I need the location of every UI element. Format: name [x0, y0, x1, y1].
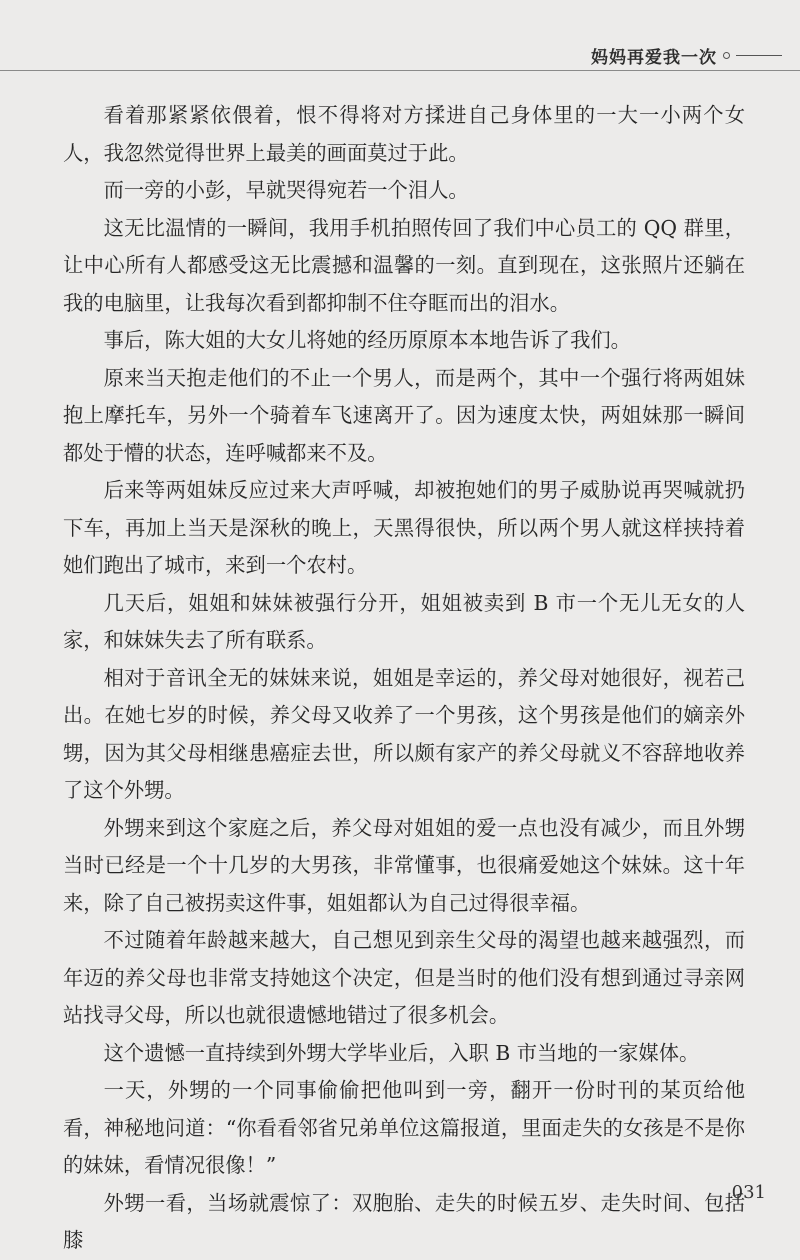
page-number: 031 — [731, 1182, 766, 1203]
paragraph-8: 相对于音讯全无的妹妹来说，姐姐是幸运的，养父母对她很好，视若己出。在她七岁的时候，养父母又收养了一个男孩，这个男孩是他们的嫡亲外甥，因为其父母相继患癌症去世，所以颇有家产的养父母就义不容辞地收养了这个外甥。 — [63, 665, 745, 802]
paragraph-7: 几天后，姐姐和妹妹被强行分开，姐姐被卖到 B 市一个无儿无女的人家，和妹妹失去了所有联系。 — [63, 590, 745, 652]
paragraph-11: 这个遗憾一直持续到外甥大学毕业后，入职 B 市当地的一家媒体。 — [103, 1040, 700, 1065]
paragraph-13: 外甥一看，当场就震惊了：双胞胎、走失的时候五岁、走失时间、包括膝 — [63, 1190, 745, 1252]
paragraph-4: 事后，陈大姐的大女儿将她的经历原原本本地告诉了我们。 — [103, 328, 631, 352]
body-text — [63, 97, 745, 1260]
header-rule — [0, 70, 800, 71]
paragraph-12: 一天，外甥的一个同事偷偷把他叫到一旁，翻开一份时刊的某页给他看，神秘地问道：“你看看邻省兄弟单位这篇报道，里面走失的女孩是不是你的妹妹，看情况很像！” — [63, 1078, 745, 1177]
running-header — [591, 43, 782, 68]
paragraph-2: 而一旁的小彭，早就哭得宛若一个泪人。 — [103, 178, 469, 202]
running-header-title: 妈妈再爱我一次 — [591, 48, 717, 68]
paragraph-9: 外甥来到这个家庭之后，养父母对姐姐的爱一点也没有减少，而且外甥当时已经是一个十几岁的大男孩，非常懂事，也很痛爱她这个妹妹。这十年来，除了自己被拐卖这件事，姐姐都认为自己过得很幸福。 — [63, 815, 745, 915]
header-circle-ornament — [723, 52, 730, 59]
paragraph-1: 看着那紧紧依偎着，恨不得将对方揉进自己身体里的一大一小两个女人，我忽然觉得世界上最美的画面莫过于此。 — [63, 103, 745, 165]
paragraph-6: 后来等两姐妹反应过来大声呼喊，却被抱她们的男子威胁说再哭喊就扔下车，再加上当天是深秋的晚上，天黑得很快，所以两个男人就这样挟持着她们跑出了城市，来到一个农村。 — [63, 478, 745, 577]
header-line-ornament — [736, 55, 782, 56]
paragraph-3: 这无比温情的一瞬间，我用手机拍照传回了我们中心员工的 QQ 群里，让中心所有人都感受这无比震撼和温馨的一刻。直到现在，这张照片还躺在我的电脑里，让我每次看到都抑制不住夺眶而出的泪水。 — [63, 215, 745, 315]
paragraph-10: 不过随着年龄越来越大，自己想见到亲生父母的渴望也越来越强烈，而年迈的养父母也非常支持她这个决定，但是当时的他们没有想到通过寻亲网站找寻父母，所以也就很遗憾地错过了很多机会。 — [63, 928, 745, 1027]
paragraph-5: 原来当天抱走他们的不止一个男人，而是两个，其中一个强行将两姐妹抱上摩托车，另外一个骑着车飞速离开了。因为速度太快，两姐妹那一瞬间都处于懵的状态，连呼喊都来不及。 — [63, 365, 745, 465]
